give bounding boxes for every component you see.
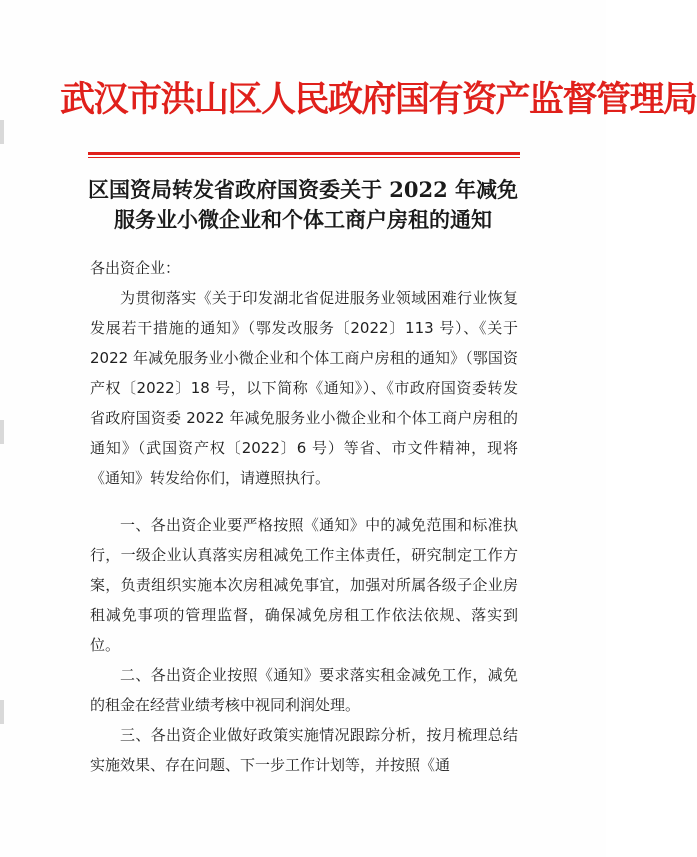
document-title-line-2: 服务业小微企业和个体工商户房租的通知	[114, 207, 492, 232]
document-title-line-1: 区国资局转发省政府国资委关于 2022 年减免	[87, 177, 519, 202]
binding-mark	[0, 420, 4, 444]
agency-header: 武汉市洪山区人民政府国有资产监督管理局	[60, 79, 697, 120]
header-red-rule	[88, 152, 520, 155]
paragraph-4	[90, 720, 518, 780]
paragraph-text: 为贯彻落实《关于印发湖北省促进服务业领域困难行业恢复发展若干措施的通知》（鄂发改服务〔2022〕113 号）、《关于 2022 年减免服务业小微企业和个体工商户房租的通知》（鄂国资产权〔2022〕18 号，以下简称《通知》）、《市政府国资委转发省政府国资委 2022 年减免服务业小微企业和个体工商户房租的通知》（武国资产权〔2022〕6 号）等省、市文件精神，现将《通知》转发给你们，请遵照执行。	[90, 289, 518, 487]
paragraph-3	[90, 660, 518, 720]
paragraph-text: 一、各出资企业要严格按照《通知》中的减免范围和标准执行，一级企业认真落实房租减免工作主体责任，研究制定工作方案，负责组织实施本次房租减免事宜，加强对所属各级子企业房租减免事项的管理监督，确保减免房租工作依法依规、落实到位。	[90, 516, 518, 654]
paragraph-1	[90, 283, 518, 493]
paragraph-text: 二、各出资企业按照《通知》要求落实租金减免工作，减免的租金在经营业绩考核中视同利润处理。	[90, 666, 518, 714]
binding-mark	[0, 120, 4, 144]
salutation: 各出资企业：	[90, 259, 181, 277]
binding-mark	[0, 700, 4, 724]
document-title	[70, 175, 536, 235]
header-red-rule-thin	[88, 157, 520, 158]
paragraph-text: 三、各出资企业做好政策实施情况跟踪分析，按月梳理总结实施效果、存在问题、下一步工作计划等，并按照《通	[90, 726, 518, 774]
paragraph-2	[90, 510, 518, 660]
